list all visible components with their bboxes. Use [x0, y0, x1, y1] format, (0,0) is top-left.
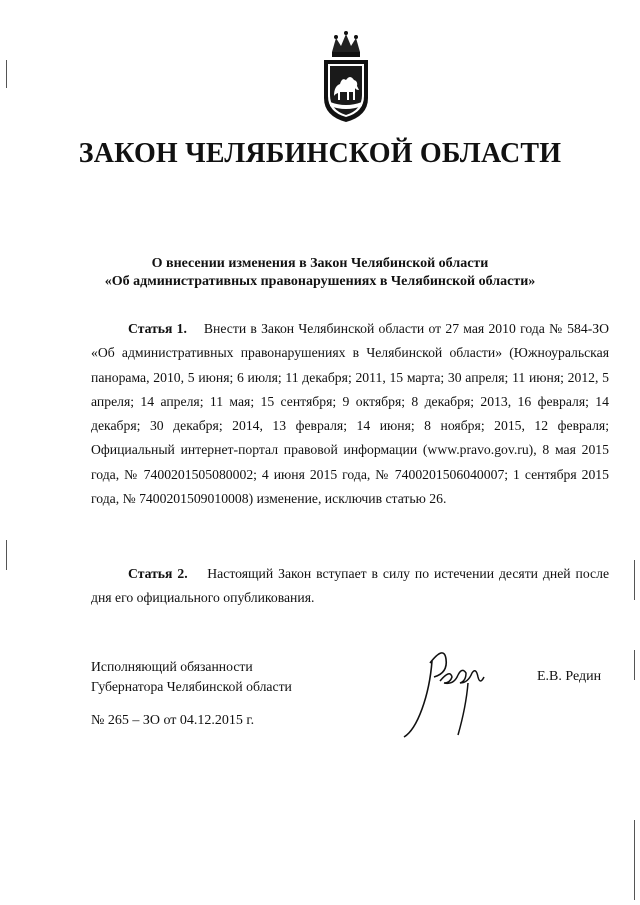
document-number: № 265 – ЗО от 04.12.2015 г. — [91, 713, 255, 728]
law-title: ЗАКОН ЧЕЛЯБИНСКОЙ ОБЛАСТИ — [78, 138, 562, 169]
article-2-text: Настоящий Закон вступает в силу по истечении десяти дней после дня его официального опубликования. — [91, 566, 610, 606]
article-1 — [91, 317, 609, 511]
scan-edge-mark — [634, 650, 635, 680]
article-2-label: Статья 2. — [128, 566, 188, 581]
chelyabinsk-coat-of-arms-icon — [316, 30, 376, 126]
scan-edge-mark — [6, 540, 7, 570]
article-2 — [91, 562, 609, 611]
position-line-1: Исполняющий обязанности — [91, 659, 253, 674]
signatory-position — [91, 657, 292, 697]
signer-name: Е.В. Редин — [537, 669, 602, 684]
position-line-2: Губернатора Челябинской области — [91, 679, 292, 694]
law-subject — [0, 255, 640, 291]
subject-line-2: «Об административных правонарушениях в Челябинской области» — [104, 274, 536, 289]
scan-edge-mark — [634, 560, 635, 600]
article-1-label: Статья 1. — [128, 321, 187, 336]
scan-edge-mark — [6, 60, 7, 88]
subject-line-1: О внесении изменения в Закон Челябинской области — [151, 256, 489, 271]
article-1-text: Внести в Закон Челябинской области от 27 мая 2010 года № 584-ЗО «Об административных правонарушениях в Челябинской области» (Южноуральская панорама, 2010, 5 июня; 6 июля; 11 декабря; 2011, 15 марта; 30 апреля; 11 июня; 2012, 5 апреля; 14 апреля; 11 мая; 15 сентября; 9 октября; 8 декабря; 2013, 16 февраля; 14 декабря; 30 декабря; 2014, 13 февраля; 14 июня; 8 ноября; 2015, 12 февраля; Официальный интернет-портал правовой информации (www.pravo.gov.ru), 8 мая 2015 года, № 7400201505080002; 4 июня 2015 года, № 7400201506040007; 1 сентября 2015 года, № 7400201509010008) изменение, исключив статью 26. — [91, 321, 610, 507]
handwritten-signature — [400, 637, 510, 742]
scan-edge-mark — [634, 820, 635, 900]
